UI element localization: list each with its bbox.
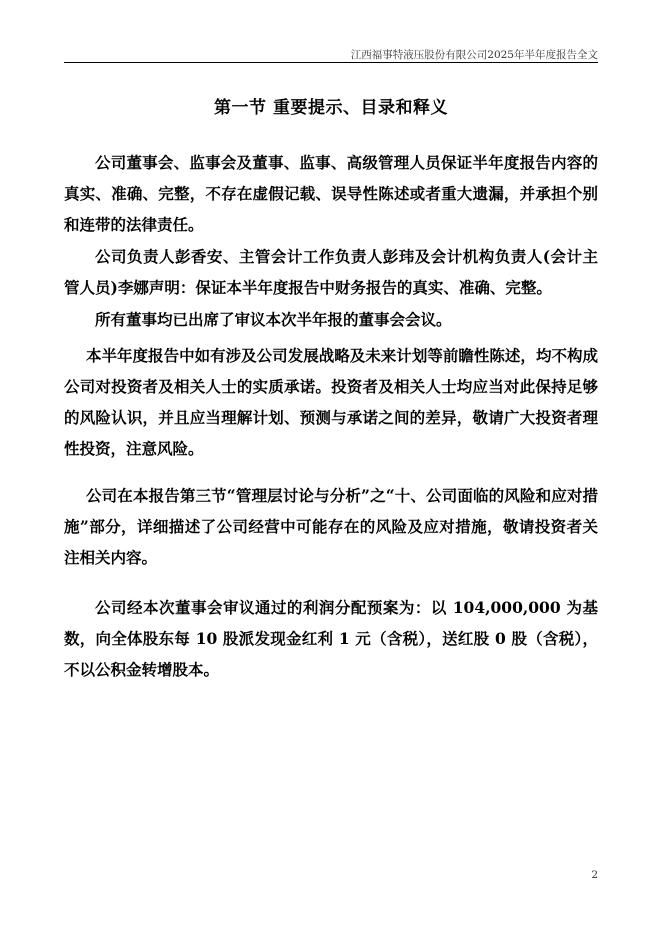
- paragraph-board-guarantee: 公司董事会、监事会及董事、监事、高级管理人员保证半年度报告内容的真实、准确、完整，不存在虚假记载、误导性陈述或者重大遗漏，并承担个别和连带的法律责任。: [64, 153, 598, 234]
- page-number: 2: [591, 869, 598, 881]
- paragraph-risk-reference: 公司在本报告第三节“管理层讨论与分析”之“十、公司面临的风险和应对措施”部分，详细描述了公司经营中可能存在的风险及应对措施，敬请投资者关注相关内容。: [64, 486, 598, 567]
- paragraph-profit-distribution: 公司经本次董事会审议通过的利润分配预案为：以 104,000,000 为基数，向全体股东每 10 股派发现金红利 1 元（含税），送红股 0 股（含税），不以公积金转增股本。: [64, 598, 598, 679]
- paragraph-responsible-persons-statement: 公司负责人彭香安、主管会计工作负责人彭玮及会计机构负责人(会计主管人员)李娜声明：保证本半年度报告中财务报告的真实、准确、完整。: [64, 247, 598, 297]
- paragraph-forward-looking-risk: 本半年度报告中如有涉及公司发展战略及未来计划等前瞻性陈述，均不构成公司对投资者及相关人士的实质承诺。投资者及相关人士均应当对此保持足够的风险认识，并且应当理解计划、预测与承诺之间的差异，敬请广大投资者理性投资，注意风险。: [64, 346, 598, 458]
- header-divider: [64, 62, 598, 63]
- paragraph-directors-attendance: 所有董事均已出席了审议本次半年报的董事会会议。: [95, 310, 452, 329]
- section-title: 第一节 重要提示、目录和释义: [214, 98, 448, 118]
- running-header: 江西福事特液压股份有限公司2025年半年度报告全文: [350, 49, 598, 61]
